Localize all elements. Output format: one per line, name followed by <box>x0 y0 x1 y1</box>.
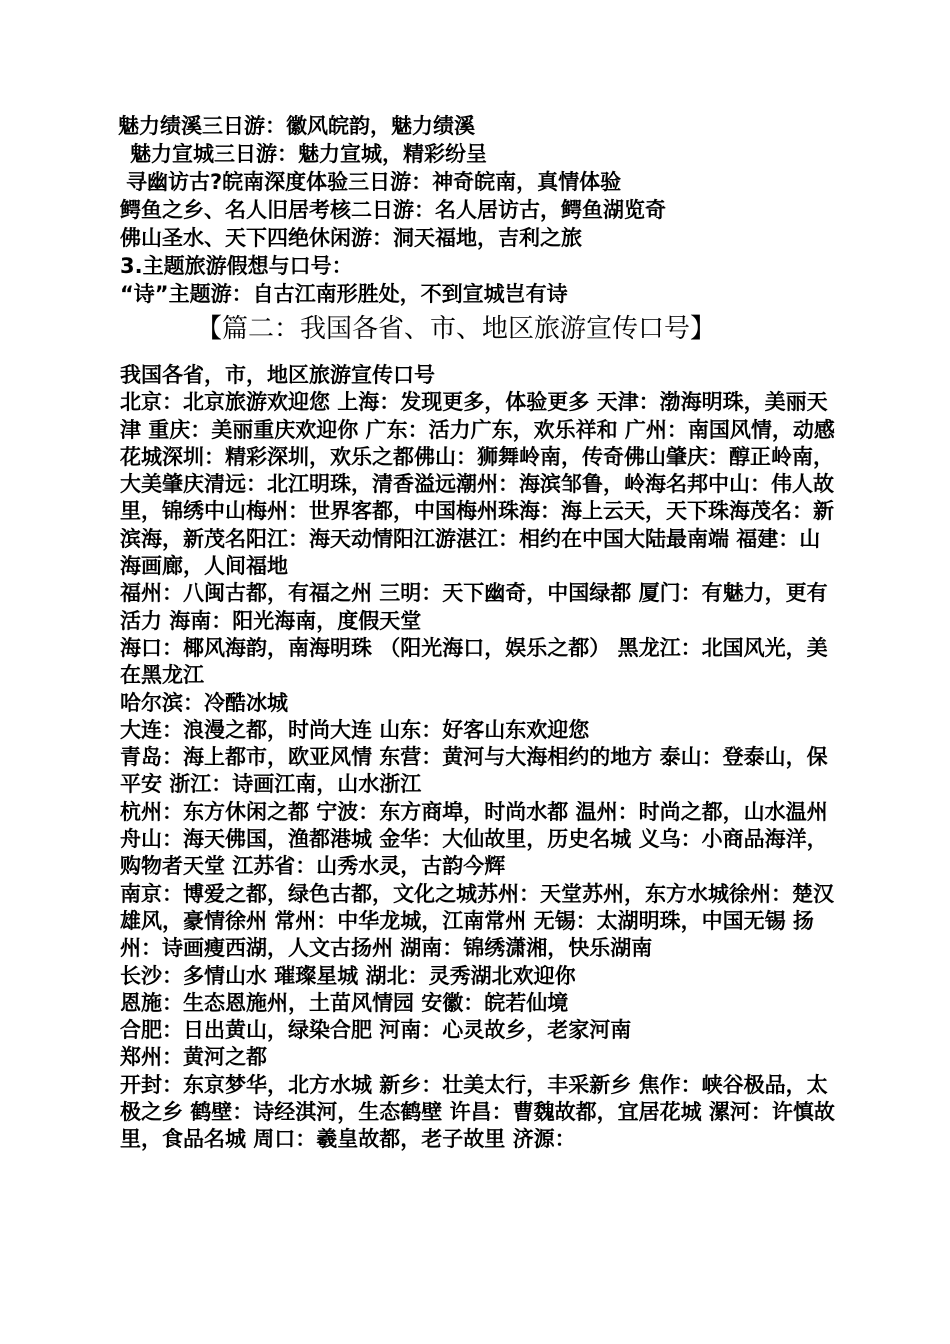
body-paragraph: 青岛：海上都市，欧亚风情 东营：黄河与大海相约的地方 泰山：登泰山，保平安 浙江：诗画江南，山水浙江 <box>120 745 828 797</box>
intro-line: 佛山圣水、天下四绝休闲游：洞天福地，吉利之旅 <box>120 226 582 250</box>
intro-line: 寻幽访古?皖南深度体验三日游：神奇皖南，真情体验 <box>126 170 622 194</box>
intro-line: 魅力宣城三日游：魅力宣城，精彩纷呈 <box>130 142 487 166</box>
body-paragraph: 长沙：多情山水 璀璨星城 湖北：灵秀湖北欢迎你 <box>120 963 576 988</box>
body-paragraph: 恩施：生态恩施州，土苗风情园 安徽：皖若仙境 <box>120 990 569 1015</box>
section-heading: 【篇二：我国各省、市、地区旅游宣传口号】 <box>196 314 717 344</box>
intro-section <box>118 112 838 308</box>
body-paragraph: 哈尔滨：冷酷冰城 <box>120 690 288 715</box>
body-paragraph: 北京：北京旅游欢迎您 上海：发现更多，体验更多 天津：渤海明珠，美丽天津 重庆：美丽重庆欢迎你 广东：活力广东，欢乐祥和 广州：南国风情，动感花城深圳：精彩深圳，欢乐之都佛山：狮舞岭南，传奇佛山肇庆：醇正岭南，大美肇庆清远：北江明珠，清香溢远潮州：海滨邹鲁，岭海名邦中山：伟人故里，锦绣中山梅州：世界客都，中国梅州珠海：海上云天，天下珠海茂名：新滨海，新茂名阳江：海天动情阳江游湛江：相约在中国大陆最南端 福建：山海画廊，人间福地 <box>120 390 835 579</box>
body-paragraph: 我国各省，市，地区旅游宣传口号 <box>120 363 435 387</box>
body-paragraph: 杭州：东方休闲之都 宁波：东方商埠，时尚水都 温州：时尚之都，山水温州 舟山：海天佛国，渔都港城 金华：大仙故里，历史名城 义乌：小商品海洋，购物者天堂 江苏省：山秀水灵，古韵今辉 <box>120 799 828 879</box>
body-paragraph: 福州：八闽古都，有福之州 三明：天下幽奇，中国绿都 厦门：有魅力，更有活力 海南：阳光海南，度假天堂 <box>120 581 828 633</box>
slogan-list <box>116 362 838 1154</box>
body-paragraph: 郑州：黄河之都 <box>120 1045 267 1070</box>
intro-line: 魅力绩溪三日游：徽风皖韵，魅力绩溪 <box>118 114 475 138</box>
body-paragraph: 大连：浪漫之都，时尚大连 山东：好客山东欢迎您 <box>120 717 590 742</box>
intro-line: “诗”主题游：自古江南形胜处，不到宣城岂有诗 <box>120 282 568 306</box>
body-paragraph: 合肥：日出黄山，绿染合肥 河南：心灵故乡，老家河南 <box>120 1018 632 1043</box>
body-paragraph: 海口：椰风海韵，南海明珠 （阳光海口，娱乐之都） 黑龙江：北国风光，美在黑龙江 <box>120 635 828 688</box>
body-paragraph: 南京：博爱之都，绿色古都，文化之城苏州：天堂苏州，东方水城徐州：楚汉雄风，豪情徐州 常州：中华龙城，江南常州 无锡：太湖明珠，中国无锡 扬州：诗画瘦西湖，人文古扬州 湖南：锦绣潇湘，快乐湖南 <box>120 881 834 961</box>
intro-line: 3.主题旅游假想与口号： <box>120 254 353 278</box>
body-paragraph: 开封：东京梦华，北方水城 新乡：壮美太行，丰采新乡 焦作：峡谷极品，太极之乡 鹤壁：诗经淇河，生态鹤壁 许昌：曹魏故都，宜居花城 漯河：许慎故里，食品名城 周口：羲皇故都，老子故里 济源： <box>120 1072 835 1152</box>
intro-line: 鳄鱼之乡、名人旧居考核二日游：名人居访古，鳄鱼湖览奇 <box>120 198 666 222</box>
